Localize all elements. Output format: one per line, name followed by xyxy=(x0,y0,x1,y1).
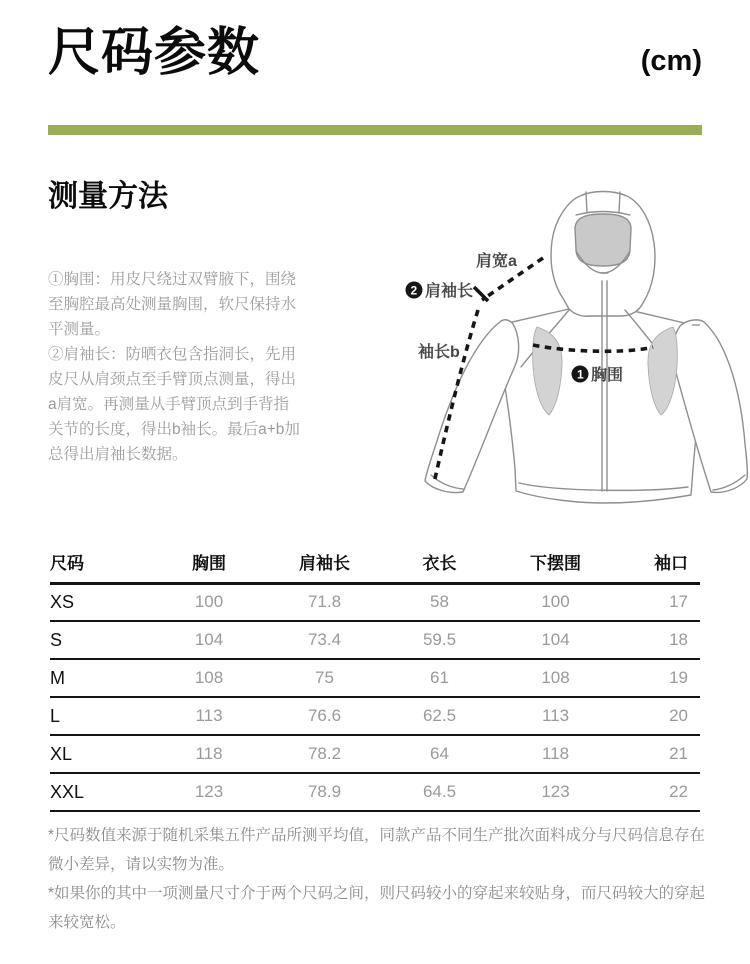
cell: S xyxy=(50,621,150,659)
size-table-section xyxy=(50,541,700,812)
cell: 62.5 xyxy=(381,697,498,735)
cell: XL xyxy=(50,735,150,773)
measure-instructions xyxy=(48,267,300,467)
cell: 118 xyxy=(150,735,268,773)
cell: 104 xyxy=(150,621,268,659)
footnotes xyxy=(48,821,714,937)
cell: 108 xyxy=(150,659,268,697)
cell: XXL xyxy=(50,773,150,811)
cell: 104 xyxy=(498,621,613,659)
footnote-size-between: *如果你的其中一项测量尺寸介于两个尺码之间，则尺码较小的穿起来较贴身，而尺码较大的穿起来较宽松。 xyxy=(48,885,706,931)
badge-1-number: 1 xyxy=(577,367,584,382)
footnote-measure-variance: *尺码数值来源于随机采集五件产品所测平均值，同款产品不同生产批次面料成分与尺码信息存在微小差异，请以实物为准。 xyxy=(48,827,706,873)
cell: 59.5 xyxy=(381,621,498,659)
table-row-xl xyxy=(50,735,700,773)
jacket-measurement-diagram xyxy=(383,169,748,524)
col-shoulder-sleeve: 肩袖长 xyxy=(268,541,381,583)
size-table-header xyxy=(50,541,700,583)
cell: 78.9 xyxy=(268,773,381,811)
cell: 61 xyxy=(381,659,498,697)
cell: 64.5 xyxy=(381,773,498,811)
cell: 118 xyxy=(498,735,613,773)
measure-step-sleeve: ②肩袖长：防晒衣包含指洞长，先用皮尺从肩颈点至手臂顶点测量，得出a肩宽。再测量从手臂顶点到手背指关节的长度，得出b袖长。最后a+b加总得出肩袖长数据。 xyxy=(48,346,300,463)
jacket-illustration xyxy=(383,169,748,524)
col-chest: 胸围 xyxy=(150,541,268,583)
cell: 108 xyxy=(498,659,613,697)
cell: 73.4 xyxy=(268,621,381,659)
table-row-xs xyxy=(50,583,700,621)
cell: 19 xyxy=(613,659,700,697)
label-shoulder-width-a: 肩宽a xyxy=(476,253,517,270)
size-table xyxy=(50,541,700,812)
cell: 21 xyxy=(613,735,700,773)
cell: 18 xyxy=(613,621,700,659)
badge-2-number: 2 xyxy=(410,283,418,298)
col-cuff: 袖口 xyxy=(613,541,700,583)
hood-face-opening xyxy=(575,214,631,266)
page-title: 尺码参数 xyxy=(48,24,261,82)
measure-step-chest: ①胸围：用皮尺绕过双臂腋下，围绕至胸腔最高处测量胸围，软尺保持水平测量。 xyxy=(48,271,297,338)
cell: M xyxy=(50,659,150,697)
title-row xyxy=(48,24,702,82)
unit-label: (cm) xyxy=(640,45,702,77)
accent-divider-bar xyxy=(48,125,702,135)
col-length: 衣长 xyxy=(381,541,498,583)
label-shoulder-sleeve xyxy=(406,281,474,300)
col-size: 尺码 xyxy=(50,541,150,583)
svg-text:肩袖长: 肩袖长 xyxy=(425,283,474,300)
cell: 123 xyxy=(150,773,268,811)
cell: 17 xyxy=(613,583,700,621)
cell: 113 xyxy=(150,697,268,735)
cell: 100 xyxy=(150,583,268,621)
cell: 75 xyxy=(268,659,381,697)
header-row xyxy=(50,541,700,583)
cell: 76.6 xyxy=(268,697,381,735)
cell: 123 xyxy=(498,773,613,811)
cell: 20 xyxy=(613,697,700,735)
measure-heading: 测量方法 xyxy=(48,180,168,213)
cell: 71.8 xyxy=(268,583,381,621)
cell: 78.2 xyxy=(268,735,381,773)
cell: 22 xyxy=(613,773,700,811)
svg-text:胸围: 胸围 xyxy=(591,367,624,384)
table-row-l xyxy=(50,697,700,735)
cell: L xyxy=(50,697,150,735)
cell: XS xyxy=(50,583,150,621)
table-row-m xyxy=(50,659,700,697)
table-row-s xyxy=(50,621,700,659)
cell: 58 xyxy=(381,583,498,621)
cell: 64 xyxy=(381,735,498,773)
cell: 100 xyxy=(498,583,613,621)
col-hem: 下摆围 xyxy=(498,541,613,583)
label-sleeve-length-b: 袖长b xyxy=(418,344,460,361)
size-table-body xyxy=(50,583,700,811)
table-row-xxl xyxy=(50,773,700,811)
label-chest xyxy=(572,365,624,384)
cell: 113 xyxy=(498,697,613,735)
header xyxy=(0,0,750,135)
measure-section xyxy=(0,181,750,467)
